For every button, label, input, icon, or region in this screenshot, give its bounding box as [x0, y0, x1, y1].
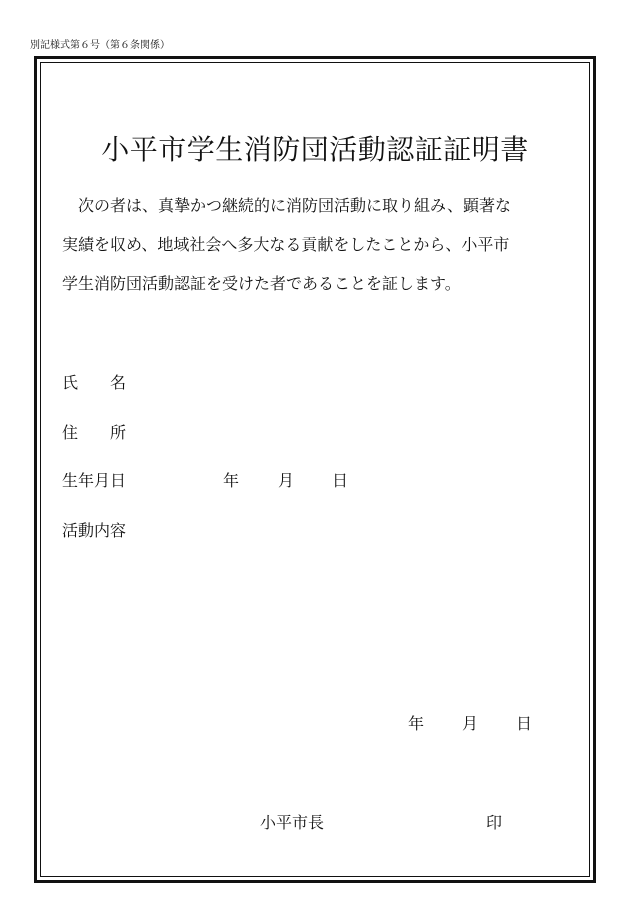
birthdate-label: 生年月日	[62, 471, 127, 490]
activity-label: 活動内容	[62, 521, 127, 540]
issuer-title: 小平市長	[260, 813, 325, 832]
issue-date-day-unit: 日	[516, 714, 533, 733]
name-label: 氏 名	[62, 373, 127, 392]
body-line: 学生消防団活動認証を受けた者であることを証します。	[62, 274, 461, 293]
address-label: 住 所	[62, 423, 127, 442]
seal-mark: 印	[486, 813, 503, 832]
birthdate-month-unit: 月	[278, 471, 295, 490]
body-line: 実績を収め、地域社会へ多大なる貢献をしたことから、小平市	[62, 235, 510, 254]
certificate-body	[62, 186, 572, 303]
birthdate-year-unit: 年	[223, 471, 240, 490]
body-line: 次の者は、真摯かつ継続的に消防団活動に取り組み、顕著な	[62, 196, 511, 215]
issue-date-year-unit: 年	[408, 714, 425, 733]
issue-date-month-unit: 月	[462, 714, 479, 733]
form-number: 別記様式第６号（第６条関係）	[30, 40, 170, 51]
birthdate-day-unit: 日	[332, 471, 349, 490]
certificate-title: 小平市学生消防団活動認証証明書	[101, 133, 529, 166]
